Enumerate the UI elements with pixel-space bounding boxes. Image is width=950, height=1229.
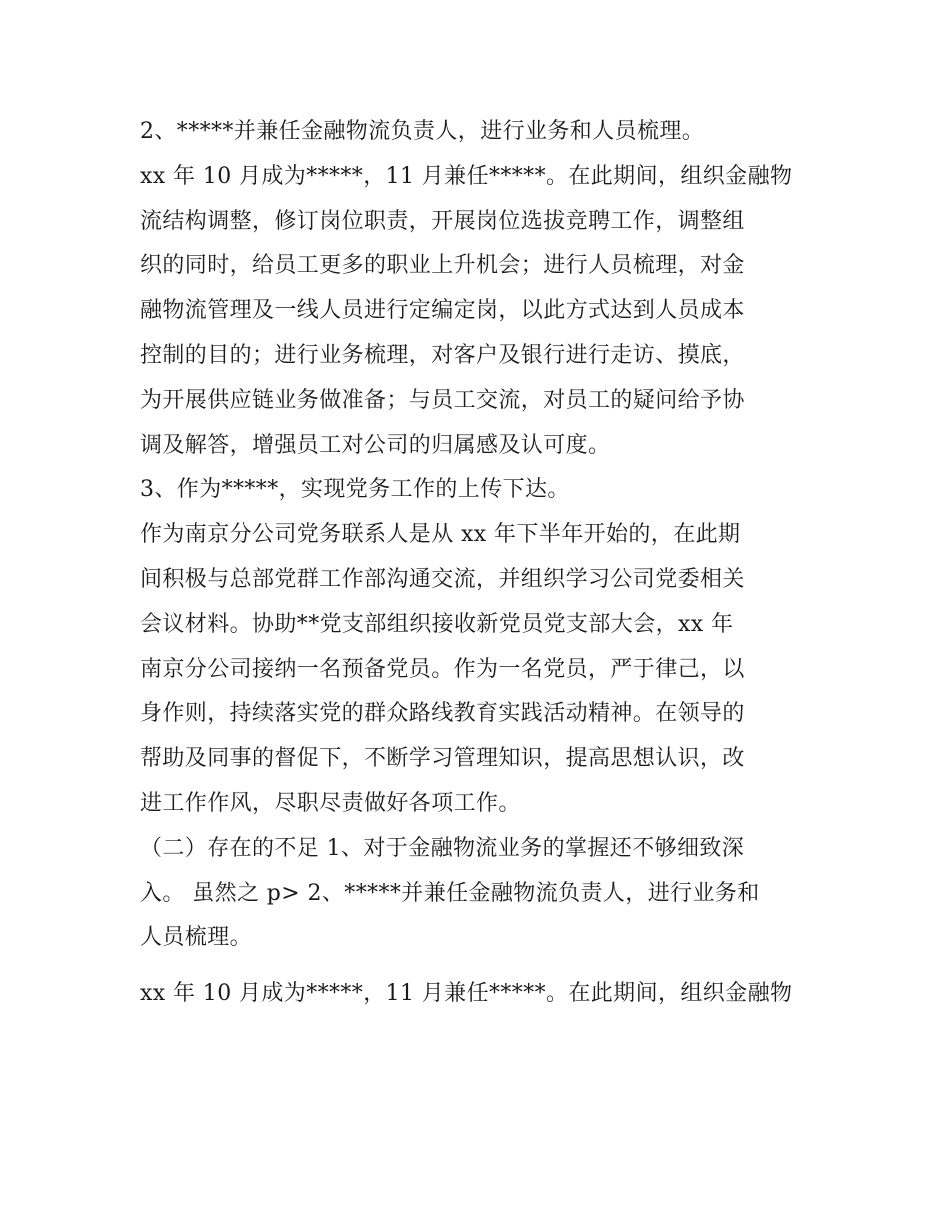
paragraph-gap: [140, 961, 820, 972]
text-line: 会议材料。协助**党支部组织接收新党员党支部大会，xx 年: [140, 611, 734, 637]
document-body: [140, 110, 820, 1017]
text-line: 帮助及同事的督促下，不断学习管理知识，提高思想认识，改: [140, 746, 745, 772]
text-line: 融物流管理及一线人员进行定编定岗，以此方式达到人员成本: [140, 298, 745, 324]
text-line: 为开展供应链业务做准备；与员工交流，对员工的疑问给予协: [140, 387, 745, 413]
text-line: 进工作作风，尽职尽责做好各项工作。: [140, 790, 521, 816]
text-line: 2、*****并兼任金融物流负责人，进行业务和人员梳理。: [140, 119, 705, 144]
text-line: 3、作为*****，实现党务工作的上传下达。: [140, 477, 570, 503]
text-line: 调及解答，增强员工对公司的归属感及认可度。: [140, 432, 611, 458]
text-line: 织的同时，给员工更多的职业上升机会；进行人员梳理，对金: [140, 253, 745, 279]
text-line: 间积极与总部党群工作部沟通交流，并组织学习公司党委相关: [140, 566, 745, 592]
text-line: xx 年 10 月成为*****，11 月兼任*****。在此期间，组织金融物: [140, 981, 793, 1007]
text-line: 入。 虽然之 p> 2、*****并兼任金融物流负责人，进行业务和: [140, 880, 760, 906]
text-line: xx 年 10 月成为*****，11 月兼任*****。在此期间，组织金融物: [140, 163, 793, 189]
text-line: 人员梳理。: [140, 925, 253, 951]
text-line: 流结构调整，修订岗位职责，开展岗位选拔竞聘工作，调整组: [140, 208, 745, 234]
text-line: 控制的目的；进行业务梳理，对客户及银行进行走访、摸底，: [140, 342, 745, 368]
text-line: （二）存在的不足 1、对于金融物流业务的掌握还不够细致深: [140, 835, 745, 861]
text-line: 作为南京分公司党务联系人是从 xx 年下半年开始的，在此期: [140, 522, 741, 548]
text-line: 身作则，持续落实党的群众路线教育实践活动精神。在领导的: [140, 701, 745, 727]
text-line: 南京分公司接纳一名预备党员。作为一名党员，严于律己，以: [140, 656, 745, 682]
